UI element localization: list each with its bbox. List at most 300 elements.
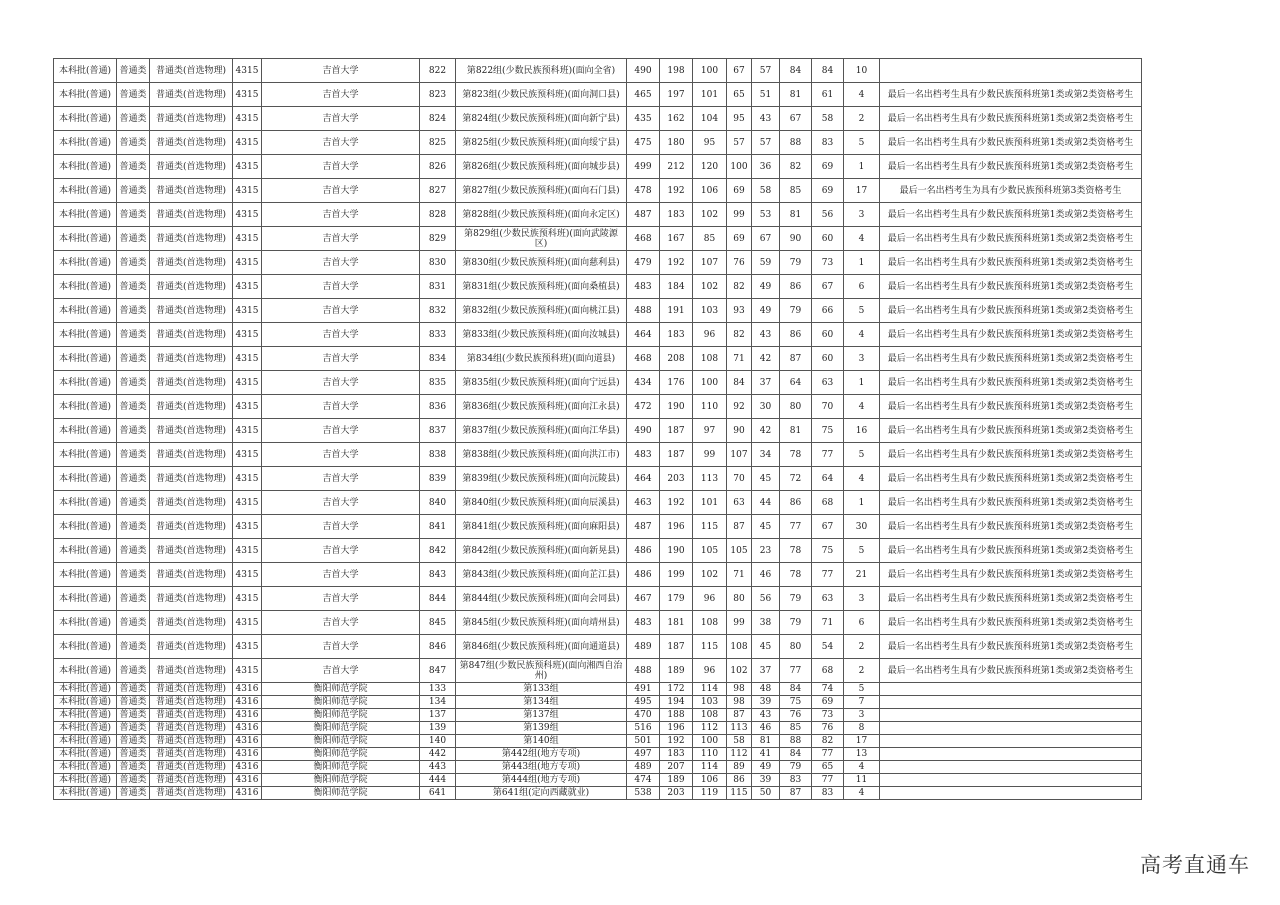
math-score-cell: 99 (693, 443, 727, 467)
min-score-cell: 463 (627, 491, 660, 515)
batch-cell: 本科批(普通) (54, 539, 117, 563)
school-name-cell: 吉首大学 (262, 155, 420, 179)
remark-cell: 最后一名出档考生具有少数民族预科班第1类或第2类资格考生 (880, 107, 1142, 131)
subject1-score-cell: 102 (727, 659, 752, 683)
subject-cell: 普通类(首选物理) (150, 761, 233, 774)
school-code-cell: 4316 (233, 774, 262, 787)
table-row (54, 787, 1142, 800)
remark-cell (880, 735, 1142, 748)
school-name-cell: 吉首大学 (262, 203, 420, 227)
group-code-cell: 834 (420, 347, 456, 371)
batch-cell: 本科批(普通) (54, 587, 117, 611)
school-code-cell: 4315 (233, 59, 262, 83)
subject3-score-cell: 83 (780, 774, 812, 787)
school-name-cell: 吉首大学 (262, 347, 420, 371)
batch-cell: 本科批(普通) (54, 275, 117, 299)
batch-cell: 本科批(普通) (54, 722, 117, 735)
math-score-cell: 119 (693, 787, 727, 800)
count-cell: 5 (844, 443, 880, 467)
subject4-score-cell: 68 (812, 491, 844, 515)
table-row (54, 515, 1142, 539)
subject-cell: 普通类(首选物理) (150, 467, 233, 491)
school-code-cell: 4315 (233, 251, 262, 275)
count-cell: 10 (844, 59, 880, 83)
school-name-cell: 吉首大学 (262, 395, 420, 419)
min-score-cell: 486 (627, 539, 660, 563)
subject1-score-cell: 58 (727, 735, 752, 748)
remark-cell (880, 774, 1142, 787)
chinese-score-cell: 196 (660, 515, 693, 539)
remark-cell: 最后一名出档考生具有少数民族预科班第1类或第2类资格考生 (880, 587, 1142, 611)
min-score-cell: 497 (627, 748, 660, 761)
type-cell: 普通类 (117, 83, 150, 107)
subject4-score-cell: 76 (812, 722, 844, 735)
chinese-score-cell: 194 (660, 696, 693, 709)
subject-cell: 普通类(首选物理) (150, 515, 233, 539)
subject3-score-cell: 79 (780, 251, 812, 275)
group-name-cell: 第442组(地方专项) (456, 748, 627, 761)
subject2-score-cell: 56 (752, 587, 780, 611)
table-row (54, 443, 1142, 467)
school-name-cell: 吉首大学 (262, 227, 420, 251)
group-name-cell: 第827组(少数民族预科班)(面向石门县) (456, 179, 627, 203)
batch-cell: 本科批(普通) (54, 251, 117, 275)
chinese-score-cell: 190 (660, 539, 693, 563)
type-cell: 普通类 (117, 323, 150, 347)
min-score-cell: 483 (627, 611, 660, 635)
group-name-cell: 第843组(少数民族预科班)(面向芷江县) (456, 563, 627, 587)
group-name-cell: 第833组(少数民族预科班)(面向汝城县) (456, 323, 627, 347)
group-code-cell: 823 (420, 83, 456, 107)
subject3-score-cell: 85 (780, 722, 812, 735)
batch-cell: 本科批(普通) (54, 748, 117, 761)
group-name-cell: 第825组(少数民族预科班)(面向绥宁县) (456, 131, 627, 155)
school-code-cell: 4315 (233, 659, 262, 683)
school-code-cell: 4315 (233, 563, 262, 587)
table-row (54, 709, 1142, 722)
group-code-cell: 140 (420, 735, 456, 748)
subject1-score-cell: 90 (727, 419, 752, 443)
remark-cell: 最后一名出档考生具有少数民族预科班第1类或第2类资格考生 (880, 251, 1142, 275)
min-score-cell: 491 (627, 683, 660, 696)
subject1-score-cell: 112 (727, 748, 752, 761)
group-code-cell: 139 (420, 722, 456, 735)
subject-cell: 普通类(首选物理) (150, 748, 233, 761)
subject2-score-cell: 51 (752, 83, 780, 107)
table-row (54, 131, 1142, 155)
batch-cell: 本科批(普通) (54, 467, 117, 491)
chinese-score-cell: 183 (660, 323, 693, 347)
table-row (54, 203, 1142, 227)
school-name-cell: 衡阳师范学院 (262, 748, 420, 761)
group-name-cell: 第826组(少数民族预科班)(面向城步县) (456, 155, 627, 179)
count-cell: 7 (844, 696, 880, 709)
table-row (54, 395, 1142, 419)
group-code-cell: 827 (420, 179, 456, 203)
subject2-score-cell: 59 (752, 251, 780, 275)
type-cell: 普通类 (117, 611, 150, 635)
count-cell: 4 (844, 761, 880, 774)
subject4-score-cell: 69 (812, 179, 844, 203)
school-code-cell: 4316 (233, 748, 262, 761)
remark-cell: 最后一名出档考生具有少数民族预科班第1类或第2类资格考生 (880, 563, 1142, 587)
school-code-cell: 4316 (233, 735, 262, 748)
subject1-score-cell: 70 (727, 467, 752, 491)
chinese-score-cell: 197 (660, 83, 693, 107)
subject3-score-cell: 64 (780, 371, 812, 395)
math-score-cell: 114 (693, 683, 727, 696)
school-code-cell: 4316 (233, 683, 262, 696)
subject-cell: 普通类(首选物理) (150, 83, 233, 107)
group-code-cell: 134 (420, 696, 456, 709)
count-cell: 5 (844, 683, 880, 696)
remark-cell: 最后一名出档考生具有少数民族预科班第1类或第2类资格考生 (880, 395, 1142, 419)
table-row (54, 635, 1142, 659)
subject4-score-cell: 60 (812, 347, 844, 371)
remark-cell: 最后一名出档考生具有少数民族预科班第1类或第2类资格考生 (880, 635, 1142, 659)
min-score-cell: 489 (627, 761, 660, 774)
subject1-score-cell: 65 (727, 83, 752, 107)
min-score-cell: 435 (627, 107, 660, 131)
group-name-cell: 第831组(少数民族预科班)(面向桑植县) (456, 275, 627, 299)
school-code-cell: 4316 (233, 722, 262, 735)
group-name-cell: 第841组(少数民族预科班)(面向麻阳县) (456, 515, 627, 539)
subject1-score-cell: 92 (727, 395, 752, 419)
min-score-cell: 464 (627, 323, 660, 347)
school-name-cell: 衡阳师范学院 (262, 722, 420, 735)
min-score-cell: 467 (627, 587, 660, 611)
subject-cell: 普通类(首选物理) (150, 611, 233, 635)
type-cell: 普通类 (117, 539, 150, 563)
batch-cell: 本科批(普通) (54, 635, 117, 659)
count-cell: 2 (844, 659, 880, 683)
subject2-score-cell: 44 (752, 491, 780, 515)
batch-cell: 本科批(普通) (54, 371, 117, 395)
subject3-score-cell: 81 (780, 83, 812, 107)
subject4-score-cell: 82 (812, 735, 844, 748)
school-code-cell: 4315 (233, 419, 262, 443)
subject4-score-cell: 83 (812, 131, 844, 155)
remark-cell: 最后一名出档考生具有少数民族预科班第1类或第2类资格考生 (880, 155, 1142, 179)
batch-cell: 本科批(普通) (54, 83, 117, 107)
school-name-cell: 吉首大学 (262, 539, 420, 563)
batch-cell: 本科批(普通) (54, 155, 117, 179)
subject2-score-cell: 42 (752, 419, 780, 443)
school-name-cell: 吉首大学 (262, 587, 420, 611)
table-row (54, 107, 1142, 131)
group-code-cell: 842 (420, 539, 456, 563)
subject-cell: 普通类(首选物理) (150, 443, 233, 467)
school-name-cell: 吉首大学 (262, 251, 420, 275)
batch-cell: 本科批(普通) (54, 419, 117, 443)
subject-cell: 普通类(首选物理) (150, 155, 233, 179)
table-row (54, 735, 1142, 748)
table-row (54, 347, 1142, 371)
group-code-cell: 830 (420, 251, 456, 275)
subject2-score-cell: 46 (752, 722, 780, 735)
count-cell: 6 (844, 275, 880, 299)
type-cell: 普通类 (117, 587, 150, 611)
table-row (54, 748, 1142, 761)
chinese-score-cell: 181 (660, 611, 693, 635)
type-cell: 普通类 (117, 683, 150, 696)
subject1-score-cell: 98 (727, 696, 752, 709)
math-score-cell: 95 (693, 131, 727, 155)
type-cell: 普通类 (117, 696, 150, 709)
min-score-cell: 474 (627, 774, 660, 787)
type-cell: 普通类 (117, 515, 150, 539)
subject4-score-cell: 68 (812, 659, 844, 683)
remark-cell: 最后一名出档考生具有少数民族预科班第1类或第2类资格考生 (880, 347, 1142, 371)
subject-cell: 普通类(首选物理) (150, 203, 233, 227)
group-name-cell: 第835组(少数民族预科班)(面向宁远县) (456, 371, 627, 395)
chinese-score-cell: 191 (660, 299, 693, 323)
subject-cell: 普通类(首选物理) (150, 299, 233, 323)
chinese-score-cell: 208 (660, 347, 693, 371)
school-code-cell: 4315 (233, 131, 262, 155)
subject2-score-cell: 41 (752, 748, 780, 761)
math-score-cell: 108 (693, 611, 727, 635)
school-name-cell: 吉首大学 (262, 179, 420, 203)
school-name-cell: 吉首大学 (262, 299, 420, 323)
group-name-cell: 第838组(少数民族预科班)(面向洪江市) (456, 443, 627, 467)
group-code-cell: 831 (420, 275, 456, 299)
group-code-cell: 444 (420, 774, 456, 787)
table-row (54, 299, 1142, 323)
subject3-score-cell: 90 (780, 227, 812, 251)
subject4-score-cell: 63 (812, 587, 844, 611)
table-row (54, 722, 1142, 735)
subject3-score-cell: 78 (780, 443, 812, 467)
table-row (54, 251, 1142, 275)
table-row (54, 371, 1142, 395)
subject-cell: 普通类(首选物理) (150, 787, 233, 800)
subject3-score-cell: 86 (780, 323, 812, 347)
count-cell: 2 (844, 635, 880, 659)
min-score-cell: 468 (627, 347, 660, 371)
group-name-cell: 第829组(少数民族预科班)(面向武陵源区) (456, 227, 627, 251)
table-row (54, 683, 1142, 696)
school-code-cell: 4316 (233, 696, 262, 709)
group-code-cell: 833 (420, 323, 456, 347)
remark-cell: 最后一名出档考生具有少数民族预科班第1类或第2类资格考生 (880, 323, 1142, 347)
chinese-score-cell: 189 (660, 774, 693, 787)
subject3-score-cell: 84 (780, 59, 812, 83)
subject2-score-cell: 43 (752, 107, 780, 131)
chinese-score-cell: 172 (660, 683, 693, 696)
min-score-cell: 483 (627, 275, 660, 299)
min-score-cell: 489 (627, 635, 660, 659)
subject2-score-cell: 57 (752, 59, 780, 83)
chinese-score-cell: 187 (660, 635, 693, 659)
chinese-score-cell: 183 (660, 748, 693, 761)
remark-cell: 最后一名出档考生具有少数民族预科班第1类或第2类资格考生 (880, 539, 1142, 563)
group-code-cell: 829 (420, 227, 456, 251)
chinese-score-cell: 212 (660, 155, 693, 179)
subject-cell: 普通类(首选物理) (150, 722, 233, 735)
chinese-score-cell: 207 (660, 761, 693, 774)
school-code-cell: 4315 (233, 587, 262, 611)
math-score-cell: 100 (693, 371, 727, 395)
math-score-cell: 96 (693, 323, 727, 347)
count-cell: 3 (844, 347, 880, 371)
subject2-score-cell: 23 (752, 539, 780, 563)
school-code-cell: 4315 (233, 467, 262, 491)
table-body (54, 59, 1142, 800)
batch-cell: 本科批(普通) (54, 709, 117, 722)
group-code-cell: 845 (420, 611, 456, 635)
school-code-cell: 4315 (233, 107, 262, 131)
subject4-score-cell: 69 (812, 155, 844, 179)
subject4-score-cell: 58 (812, 107, 844, 131)
subject4-score-cell: 66 (812, 299, 844, 323)
table-row (54, 419, 1142, 443)
remark-cell (880, 722, 1142, 735)
batch-cell: 本科批(普通) (54, 203, 117, 227)
school-name-cell: 衡阳师范学院 (262, 696, 420, 709)
school-code-cell: 4315 (233, 299, 262, 323)
remark-cell (880, 696, 1142, 709)
chinese-score-cell: 199 (660, 563, 693, 587)
math-score-cell: 107 (693, 251, 727, 275)
subject1-score-cell: 93 (727, 299, 752, 323)
remark-cell (880, 748, 1142, 761)
batch-cell: 本科批(普通) (54, 107, 117, 131)
subject2-score-cell: 45 (752, 635, 780, 659)
table-row (54, 611, 1142, 635)
batch-cell: 本科批(普通) (54, 683, 117, 696)
chinese-score-cell: 187 (660, 443, 693, 467)
remark-cell: 最后一名出档考生具有少数民族预科班第1类或第2类资格考生 (880, 515, 1142, 539)
min-score-cell: 472 (627, 395, 660, 419)
subject3-score-cell: 86 (780, 275, 812, 299)
subject3-score-cell: 67 (780, 107, 812, 131)
subject2-score-cell: 50 (752, 787, 780, 800)
group-code-cell: 839 (420, 467, 456, 491)
math-score-cell: 101 (693, 491, 727, 515)
subject1-score-cell: 84 (727, 371, 752, 395)
group-name-cell: 第823组(少数民族预科班)(面向洞口县) (456, 83, 627, 107)
remark-cell (880, 59, 1142, 83)
batch-cell: 本科批(普通) (54, 735, 117, 748)
math-score-cell: 110 (693, 748, 727, 761)
school-code-cell: 4315 (233, 347, 262, 371)
batch-cell: 本科批(普通) (54, 299, 117, 323)
group-code-cell: 844 (420, 587, 456, 611)
remark-cell: 最后一名出档考生具有少数民族预科班第1类或第2类资格考生 (880, 203, 1142, 227)
group-name-cell: 第443组(地方专项) (456, 761, 627, 774)
school-name-cell: 吉首大学 (262, 659, 420, 683)
subject4-score-cell: 75 (812, 419, 844, 443)
subject3-score-cell: 79 (780, 611, 812, 635)
math-score-cell: 85 (693, 227, 727, 251)
subject4-score-cell: 60 (812, 323, 844, 347)
subject2-score-cell: 39 (752, 774, 780, 787)
subject-cell: 普通类(首选物理) (150, 227, 233, 251)
batch-cell: 本科批(普通) (54, 696, 117, 709)
school-code-cell: 4316 (233, 761, 262, 774)
group-code-cell: 838 (420, 443, 456, 467)
count-cell: 1 (844, 251, 880, 275)
count-cell: 3 (844, 709, 880, 722)
subject3-score-cell: 79 (780, 587, 812, 611)
subject1-score-cell: 69 (727, 227, 752, 251)
school-name-cell: 吉首大学 (262, 83, 420, 107)
school-name-cell: 衡阳师范学院 (262, 774, 420, 787)
type-cell: 普通类 (117, 774, 150, 787)
table-row (54, 563, 1142, 587)
type-cell: 普通类 (117, 395, 150, 419)
table-row (54, 761, 1142, 774)
school-name-cell: 吉首大学 (262, 323, 420, 347)
count-cell: 3 (844, 587, 880, 611)
subject3-score-cell: 88 (780, 735, 812, 748)
remark-cell: 最后一名出档考生具有少数民族预科班第1类或第2类资格考生 (880, 299, 1142, 323)
school-code-cell: 4316 (233, 787, 262, 800)
school-code-cell: 4315 (233, 203, 262, 227)
subject4-score-cell: 77 (812, 748, 844, 761)
batch-cell: 本科批(普通) (54, 491, 117, 515)
chinese-score-cell: 162 (660, 107, 693, 131)
group-code-cell: 443 (420, 761, 456, 774)
count-cell: 30 (844, 515, 880, 539)
subject2-score-cell: 48 (752, 683, 780, 696)
subject4-score-cell: 75 (812, 539, 844, 563)
type-cell: 普通类 (117, 251, 150, 275)
count-cell: 4 (844, 227, 880, 251)
type-cell: 普通类 (117, 59, 150, 83)
school-code-cell: 4315 (233, 227, 262, 251)
min-score-cell: 501 (627, 735, 660, 748)
subject3-score-cell: 76 (780, 709, 812, 722)
batch-cell: 本科批(普通) (54, 515, 117, 539)
batch-cell: 本科批(普通) (54, 774, 117, 787)
subject4-score-cell: 74 (812, 683, 844, 696)
subject1-score-cell: 99 (727, 203, 752, 227)
table-row (54, 587, 1142, 611)
batch-cell: 本科批(普通) (54, 443, 117, 467)
subject2-score-cell: 30 (752, 395, 780, 419)
type-cell: 普通类 (117, 563, 150, 587)
math-score-cell: 96 (693, 659, 727, 683)
math-score-cell: 102 (693, 203, 727, 227)
subject3-score-cell: 80 (780, 635, 812, 659)
type-cell: 普通类 (117, 722, 150, 735)
type-cell: 普通类 (117, 491, 150, 515)
batch-cell: 本科批(普通) (54, 787, 117, 800)
school-name-cell: 衡阳师范学院 (262, 787, 420, 800)
school-code-cell: 4315 (233, 395, 262, 419)
subject3-score-cell: 78 (780, 563, 812, 587)
group-code-cell: 828 (420, 203, 456, 227)
subject4-score-cell: 61 (812, 83, 844, 107)
subject4-score-cell: 70 (812, 395, 844, 419)
chinese-score-cell: 203 (660, 787, 693, 800)
type-cell: 普通类 (117, 299, 150, 323)
math-score-cell: 115 (693, 635, 727, 659)
remark-cell: 最后一名出档考生具有少数民族预科班第1类或第2类资格考生 (880, 659, 1142, 683)
subject2-score-cell: 45 (752, 515, 780, 539)
chinese-score-cell: 196 (660, 722, 693, 735)
group-code-cell: 846 (420, 635, 456, 659)
remark-cell: 最后一名出档考生具有少数民族预科班第1类或第2类资格考生 (880, 371, 1142, 395)
remark-cell: 最后一名出档考生具有少数民族预科班第1类或第2类资格考生 (880, 611, 1142, 635)
batch-cell: 本科批(普通) (54, 131, 117, 155)
math-score-cell: 105 (693, 539, 727, 563)
subject1-score-cell: 80 (727, 587, 752, 611)
subject1-score-cell: 67 (727, 59, 752, 83)
chinese-score-cell: 179 (660, 587, 693, 611)
